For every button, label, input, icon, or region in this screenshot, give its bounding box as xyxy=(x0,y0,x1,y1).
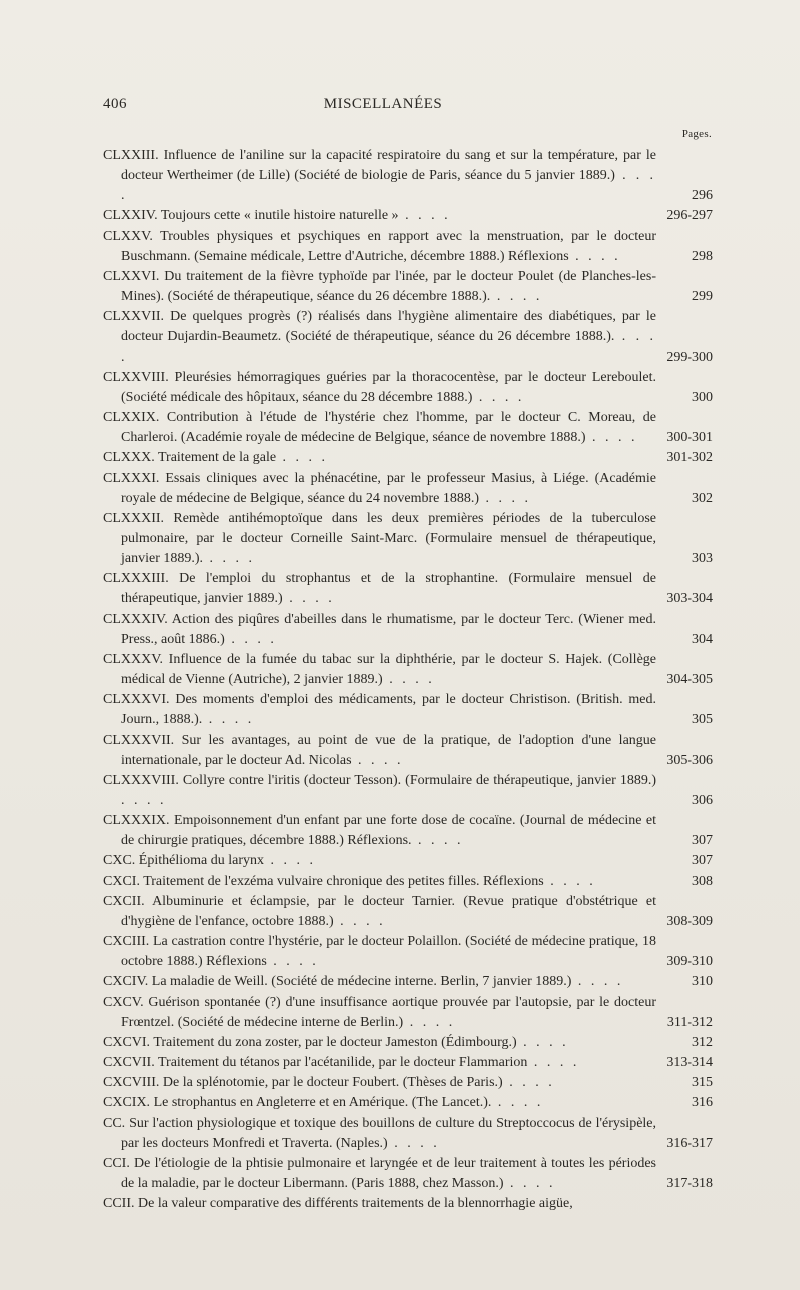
dot-leader: . . . . xyxy=(203,551,256,567)
toc-entry-pages: 301-302 xyxy=(666,450,713,466)
toc-entry-title: De l'étiologie de la phtisie pulmonaire et laryngée et de leur traitement à toutes les périodes de la maladie, par le docteur Libermann. (Paris 1888, chez Masson.) xyxy=(121,1155,656,1191)
toc-entry-text xyxy=(103,1053,656,1073)
toc-entry xyxy=(103,509,713,569)
toc-entry xyxy=(103,892,713,932)
toc-entry xyxy=(103,307,713,367)
toc-entry-number: CLXXXVIII. xyxy=(103,772,179,788)
dot-leader: . . . . xyxy=(543,873,596,889)
dot-leader: . . . . xyxy=(264,853,316,869)
toc-entry-number: CLXXIV. xyxy=(103,208,158,224)
toc-entry xyxy=(103,1033,713,1053)
toc-entry-text xyxy=(103,972,656,992)
dot-leader: . . . . xyxy=(121,329,656,365)
toc-entry-number: CXCVIII. xyxy=(103,1075,160,1091)
toc-entry-pages: 304 xyxy=(692,631,713,647)
dot-leader: . . . . xyxy=(479,490,532,506)
toc-entry-pages: 296 xyxy=(692,188,713,204)
toc-entry-title: Épithélioma du larynx xyxy=(138,853,264,869)
toc-entry-title: Traitement de la gale xyxy=(157,450,277,466)
dot-leader: . . . . xyxy=(491,1095,544,1111)
toc-entry-number: CXCVI. xyxy=(103,1034,151,1050)
toc-entry-title: De la splénotomie, par le docteur Foubert. (Thèses de Paris.) xyxy=(162,1075,503,1091)
dot-leader: . . . . xyxy=(351,752,404,768)
toc-entry-text xyxy=(103,448,656,468)
toc-entry-title: Action des piqûres d'abeilles dans le rhumatisme, par le docteur Terc. (Wiener med. Press., août 1886.) xyxy=(121,611,656,647)
toc-entry-text xyxy=(103,811,656,851)
toc-entry-title: Traitement de l'exzéma vulvaire chronique des petites filles. Réflexions xyxy=(143,873,544,889)
toc-entry-number: CXCIII. xyxy=(103,934,150,950)
toc-entry xyxy=(103,569,713,609)
dot-leader: . . . . xyxy=(202,712,255,728)
toc-entry xyxy=(103,1194,713,1214)
toc-entry xyxy=(103,1154,713,1194)
toc-entry-number: CLXXV. xyxy=(103,228,153,244)
toc-entry-number: CLXXXIII. xyxy=(103,571,169,587)
toc-entry-text xyxy=(103,267,656,307)
toc-entry xyxy=(103,206,713,226)
toc-entry-text xyxy=(103,469,656,509)
toc-entry-title: Du traitement de la fièvre typhoïde par l'inée, par le docteur Poulet (de Planches-les-Mines). (Société de thérapeutique, séance du 26 décembre 1888.). xyxy=(121,268,656,305)
toc-entry-title: Influence de la fumée du tabac sur la diphthérie, par le docteur S. Hajek. (Collège médical de Vienne (Autriche), 2 janvier 1889.) xyxy=(121,651,657,688)
toc-entry-text xyxy=(103,1114,656,1154)
toc-entry-title: Pleurésies hémorragiques guéries par la thoracocentèse, par le docteur Lereboulet. (Société médicale des hôpitaux, séance du 28 décembre 1888.) xyxy=(121,369,657,405)
toc-entry xyxy=(103,267,713,307)
toc-entry xyxy=(103,408,713,448)
toc-entry-title: Guérison spontanée (?) d'une insuffisance aortique prouvée par l'autopsie, par le docteur Frœntzel. (Société de médecine interne de Berlin.) xyxy=(121,994,657,1030)
toc-entry-number: CLXXVIII. xyxy=(103,369,169,385)
dot-leader: . . . . xyxy=(411,833,464,849)
toc-entry xyxy=(103,650,713,690)
toc-entry-pages: 296-297 xyxy=(666,208,713,224)
dot-leader: . . . . xyxy=(503,1175,556,1191)
toc-entry-number: CLXXXVII. xyxy=(103,732,175,748)
toc-entry-number: CLXXIX. xyxy=(103,410,160,426)
toc-entry-pages: 312 xyxy=(692,1034,713,1050)
toc-entry-title: Le strophantus en Angleterre et en Amérique. (The Lancet.). xyxy=(153,1095,492,1111)
dot-leader: . . . . xyxy=(266,954,319,970)
pages-column-label: Pages. xyxy=(681,128,712,140)
toc-entry-title: Traitement du zona zoster, par le docteur Jameston (Édimbourg.) xyxy=(153,1034,517,1050)
toc-entry-text xyxy=(103,509,656,569)
toc-entry-number: CLXXXIX. xyxy=(103,813,170,829)
toc-entry-number: CLXXXV. xyxy=(103,651,164,667)
toc-entry-number: CLXXX. xyxy=(103,450,155,466)
toc-entry-text xyxy=(103,569,656,609)
toc-entry-number: CLXXXI. xyxy=(103,470,160,486)
toc-entry-pages: 315 xyxy=(692,1075,713,1091)
toc-entry-title: De l'emploi du strophantus et de la strophantine. (Formulaire mensuel de thérapeutique, janvier 1889.) xyxy=(121,571,656,607)
toc-entry-text xyxy=(103,650,656,690)
toc-entry-text xyxy=(103,690,656,730)
running-header xyxy=(103,96,663,118)
toc-entry-number: CXCII. xyxy=(103,893,145,909)
toc-entry xyxy=(103,448,713,468)
table-of-contents xyxy=(103,146,713,1214)
toc-entry-number: CLXXVI. xyxy=(103,268,160,284)
toc-entry-title: Empoisonnement d'un enfant par une forte dose de cocaïne. (Journal de médecine et de chirurgie pratiques, décembre 1888.) Réflexions. xyxy=(121,813,656,849)
toc-entry-number: CLXXVII. xyxy=(103,309,165,325)
toc-entry-title: Sur les avantages, au point de vue de la pratique, de l'adoption d'une langue internationale, par le docteur Ad. Nicolas xyxy=(121,732,657,768)
toc-entry-pages: 311-312 xyxy=(666,1014,713,1030)
toc-entry-pages: 316 xyxy=(692,1095,713,1111)
toc-entry-text xyxy=(103,610,656,650)
toc-entry-number: CXCIV. xyxy=(103,974,149,990)
toc-entry-text xyxy=(103,1093,656,1113)
toc-entry-text xyxy=(103,1033,656,1053)
toc-entry-text xyxy=(103,771,656,811)
toc-entry xyxy=(103,1053,713,1073)
dot-leader: . . . . xyxy=(403,1014,456,1030)
toc-entry-title: Albuminurie et éclampsie, par le docteur Tarnier. (Revue pratique d'obstétrique et d'hygiène de l'enfance, octobre 1888.) xyxy=(121,893,656,929)
toc-entry-pages: 305 xyxy=(692,712,713,728)
dot-leader: . . . . xyxy=(224,631,277,647)
toc-entry xyxy=(103,1093,713,1113)
toc-entry-text xyxy=(103,932,656,972)
toc-entry xyxy=(103,811,713,851)
toc-entry xyxy=(103,972,713,992)
toc-entry-title: Des moments d'emploi des médicaments, par le docteur Christison. (British. med. Journ., 1888.). xyxy=(121,692,656,728)
toc-entry-number: CXCIX. xyxy=(103,1095,151,1111)
toc-entry xyxy=(103,610,713,650)
toc-entry-title: Sur l'action physiologique et toxique des bouillons de culture du Streptoccocus de l'érysipèle, par les docteurs Monfredi et Traverta. (Naples.) xyxy=(121,1115,657,1151)
dot-leader: . . . . xyxy=(502,1075,555,1091)
toc-entry-pages: 316-317 xyxy=(666,1135,713,1151)
toc-entry xyxy=(103,146,713,206)
toc-entry-number: CXC. xyxy=(103,853,136,869)
toc-entry-text xyxy=(103,368,656,408)
toc-entry xyxy=(103,469,713,509)
toc-entry-pages: 303 xyxy=(692,551,713,567)
toc-entry xyxy=(103,1114,713,1154)
toc-entry-title: Toujours cette « inutile histoire naturelle » xyxy=(160,208,399,224)
toc-entry-pages: 310 xyxy=(692,974,713,990)
toc-entry-number: CXCI. xyxy=(103,873,140,889)
toc-entry-pages: 298 xyxy=(692,248,713,264)
toc-entry xyxy=(103,731,713,771)
dot-leader: . . . . xyxy=(121,793,167,808)
toc-entry-title: La castration contre l'hystérie, par le docteur Polaillon. (Société de médecine pratique, 18 octobre 1888.) Réflexions xyxy=(121,934,657,970)
toc-entry-text xyxy=(103,227,656,267)
dot-leader: . . . . xyxy=(398,208,451,224)
dot-leader: . . . . xyxy=(282,591,335,607)
toc-entry-text xyxy=(103,1194,656,1214)
dot-leader: . . . . xyxy=(585,430,638,446)
toc-entry-title: Remède antihémoptoïque dans les deux premières périodes de la tuberculose pulmonaire, par le docteur Corneille Saint-Marc. (Formulaire mensuel de thérapeutique, janvier 1889.). xyxy=(121,510,657,567)
dot-leader: . . . . xyxy=(490,289,543,305)
dot-leader: . . . . xyxy=(568,248,621,264)
toc-entry-title: De quelques progrès (?) réalisés dans l'hygiène alimentaire des diabétiques, par le docteur Dujardin-Beaumetz. (Société de thérapeutique, séance du 26 décembre 1888.). xyxy=(121,309,656,345)
page-number: 406 xyxy=(103,96,127,112)
dot-leader: . . . . xyxy=(276,450,329,466)
toc-entry xyxy=(103,690,713,730)
page-title: MISCELLANÉES xyxy=(323,96,443,112)
toc-entry-text xyxy=(103,993,656,1033)
dot-leader: . . . . xyxy=(333,913,386,929)
toc-entry xyxy=(103,368,713,408)
toc-entry-number: CLXXXIV. xyxy=(103,611,168,627)
toc-entry-number: CLXXIII. xyxy=(103,148,159,163)
toc-entry-number: CXCVII. xyxy=(103,1055,155,1071)
toc-entry-text xyxy=(103,1154,656,1194)
toc-entry-text xyxy=(103,731,656,771)
toc-entry-title: Collyre contre l'iritis (docteur Tesson). (Formulaire de thérapeutique, janvier 1889.) xyxy=(182,772,657,788)
toc-entry xyxy=(103,851,713,871)
toc-entry-pages: 304-305 xyxy=(666,672,713,688)
toc-entry xyxy=(103,771,713,811)
toc-entry-title: Traitement du tétanos par l'acétanilide, par le docteur Flammarion xyxy=(157,1055,528,1071)
toc-entry-pages: 308 xyxy=(692,873,713,889)
toc-entry-pages: 306 xyxy=(692,793,713,808)
toc-entry-pages: 307 xyxy=(692,833,713,849)
toc-entry xyxy=(103,872,713,892)
toc-entry-pages: 299 xyxy=(692,289,713,305)
toc-entry-pages: 300-301 xyxy=(666,430,713,446)
toc-entry xyxy=(103,932,713,972)
dot-leader: . . . . xyxy=(516,1034,569,1050)
toc-entry-number: CXCV. xyxy=(103,994,144,1010)
toc-entry-title: Essais cliniques avec la phénacétine, par le professeur Masius, à Liége. (Académie royale de médecine de Belgique, séance du 24 novembre 1888.) xyxy=(121,470,656,506)
toc-entry-pages: 307 xyxy=(692,853,713,869)
toc-entry-title: Influence de l'aniline sur la capacité respiratoire du sang et sur la température, par le docteur Wertheimer (de Lille) (Société de biologie de Paris, séance du 5 janvier 1889.) xyxy=(121,148,656,184)
toc-entry-text xyxy=(103,851,656,871)
toc-entry xyxy=(103,993,713,1033)
toc-entry-text xyxy=(103,146,656,206)
toc-entry-number: CCI. xyxy=(103,1155,130,1171)
toc-entry-pages: 299-300 xyxy=(666,349,713,365)
dot-leader: . . . . xyxy=(472,389,525,405)
dot-leader: . . . . xyxy=(527,1055,580,1071)
toc-entry-title: De la valeur comparative des différents traitements de la blennorrhagie aigüe, xyxy=(138,1196,573,1212)
toc-entry-text xyxy=(103,307,656,367)
toc-entry-number: CLXXXII. xyxy=(103,510,165,526)
toc-entry-pages: 308-309 xyxy=(666,913,713,929)
toc-entry xyxy=(103,1073,713,1093)
toc-entry-pages: 317-318 xyxy=(666,1175,713,1191)
toc-entry-pages: 302 xyxy=(692,490,713,506)
dot-leader: . . . . xyxy=(571,974,624,990)
toc-entry-pages: 300 xyxy=(692,389,713,405)
toc-entry-number: CCII. xyxy=(103,1196,135,1212)
dot-leader: . . . . xyxy=(121,168,656,204)
toc-entry-title: Contribution à l'étude de l'hystérie chez l'homme, par le docteur C. Moreau, de Charleroi. (Académie royale de médecine de Belgique, séance de novembre 1888.) xyxy=(121,410,657,446)
toc-entry-text xyxy=(103,1073,656,1093)
toc-entry-title: La maladie de Weill. (Société de médecine interne. Berlin, 7 janvier 1889.) xyxy=(151,974,572,990)
toc-entry-text xyxy=(103,892,656,932)
toc-entry-number: CC. xyxy=(103,1115,126,1131)
toc-entry-pages: 309-310 xyxy=(666,954,713,970)
toc-entry xyxy=(103,227,713,267)
dot-leader: . . . . xyxy=(382,672,435,688)
toc-entry-text xyxy=(103,206,656,226)
toc-entry-number: CLXXXVI. xyxy=(103,692,170,708)
toc-entry-text xyxy=(103,408,656,448)
toc-entry-pages: 313-314 xyxy=(666,1055,713,1071)
toc-entry-title: Troubles physiques et psychiques en rapport avec la menstruation, par le docteur Buschmann. (Semaine médicale, Lettre d'Autriche, décembre 1888.) Réflexions xyxy=(121,228,656,264)
toc-entry-text xyxy=(103,872,656,892)
toc-entry-pages: 303-304 xyxy=(666,591,713,607)
dot-leader: . . . . xyxy=(387,1135,440,1151)
toc-entry-pages: 305-306 xyxy=(666,752,713,768)
